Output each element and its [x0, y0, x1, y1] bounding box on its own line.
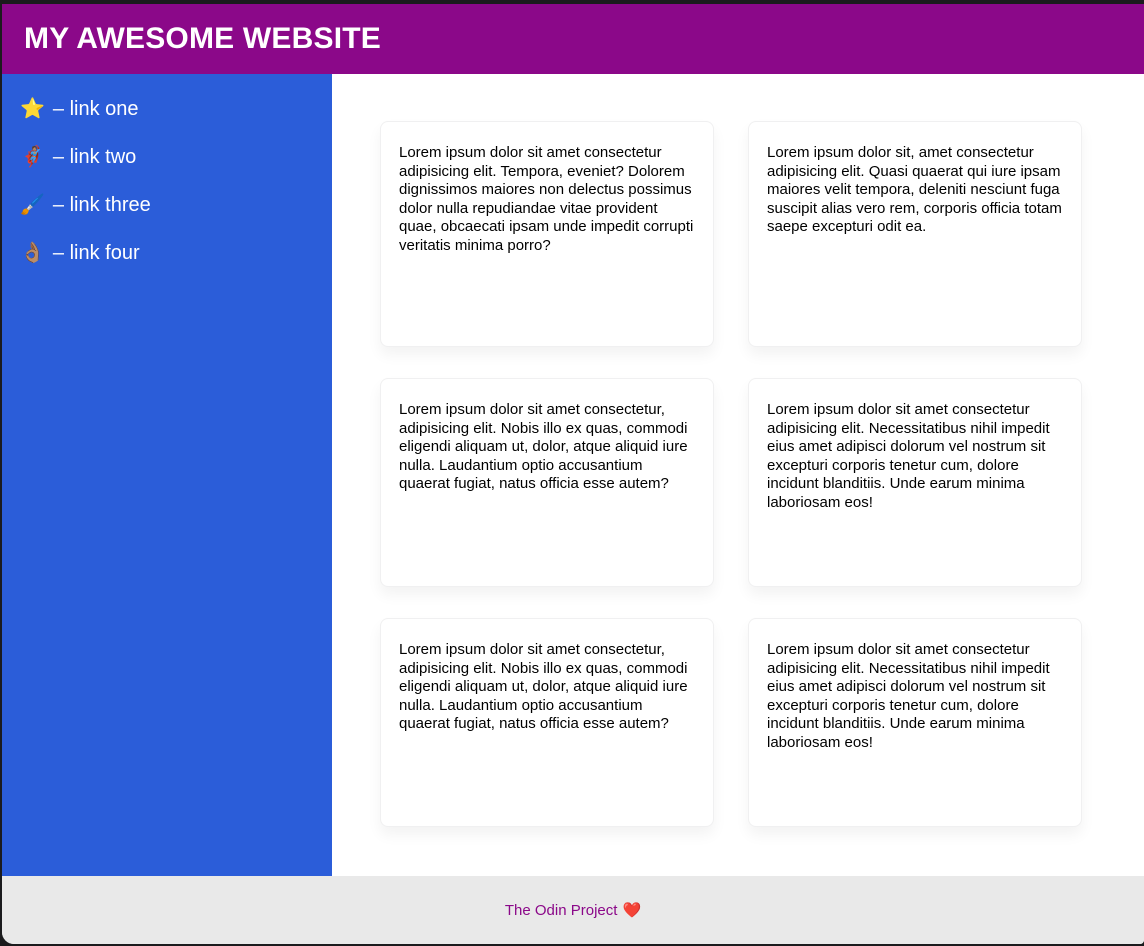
card-text: Lorem ipsum dolor sit amet consectetur, adipisicing elit. Nobis illo ex quas, commodi eligendi aliquam ut, dolor, atque aliquid iure nulla. Laudantium optio accusantium quaerat fugiat, natus officia esse autem?: [399, 641, 688, 733]
sidebar-nav: [20, 95, 322, 267]
heart-icon: ❤️: [622, 902, 642, 919]
sidebar-link-label: – link one: [52, 98, 139, 120]
card: [380, 121, 714, 347]
card: [380, 378, 714, 587]
card: [380, 618, 714, 827]
sidebar-link-one[interactable]: [20, 95, 322, 123]
star-icon: ⭐: [20, 98, 45, 120]
superhero-icon: 🦸🏽: [20, 146, 45, 168]
card-text: Lorem ipsum dolor sit amet consectetur, adipisicing elit. Nobis illo ex quas, commodi eligendi aliquam ut, dolor, atque aliquid iure nulla. Laudantium optio accusantium quaerat fugiat, natus officia esse autem?: [399, 401, 688, 493]
card: [748, 618, 1082, 827]
paintbrush-icon: 🖌️: [20, 194, 45, 216]
card: [748, 378, 1082, 587]
sidebar-link-label: – link two: [52, 146, 137, 168]
sidebar-link-three[interactable]: [20, 191, 322, 219]
site-footer: [2, 876, 1144, 944]
content-area: [2, 74, 1144, 876]
sidebar-link-label: – link four: [52, 242, 140, 264]
card-text: Lorem ipsum dolor sit amet consectetur adipisicing elit. Necessitatibus nihil impedit eius amet adipisci dolorum vel nostrum sit excepturi corporis tenetur cum, dolore incidunt blanditiis. Unde earum minima laboriosam eos!: [767, 641, 1050, 751]
sidebar-link-two[interactable]: [20, 143, 322, 171]
odin-project-link[interactable]: The Odin Project: [504, 901, 618, 919]
page-title: MY AWESOME WEBSITE: [24, 22, 381, 55]
main-content: [332, 74, 1144, 876]
sidebar-link-label: – link three: [52, 194, 151, 216]
card-grid: [380, 121, 1144, 827]
ok-hand-icon: 👌🏽: [20, 242, 45, 264]
webpage: [2, 4, 1144, 944]
card-text: Lorem ipsum dolor sit, amet consectetur adipisicing elit. Quasi quaerat qui iure ipsam maiores velit tempora, deleniti nesciunt fuga suscipit alias vero rem, corporis officia totam saepe excepturi odit ea.: [767, 144, 1062, 236]
site-header: [2, 4, 1144, 74]
card-text: Lorem ipsum dolor sit amet consectetur adipisicing elit. Necessitatibus nihil impedit eius amet adipisci dolorum vel nostrum sit excepturi corporis tenetur cum, dolore incidunt blanditiis. Unde earum minima laboriosam eos!: [767, 401, 1050, 511]
card: [748, 121, 1082, 347]
sidebar: [2, 74, 332, 876]
sidebar-link-four[interactable]: [20, 239, 322, 267]
card-text: Lorem ipsum dolor sit amet consectetur adipisicing elit. Tempora, eveniet? Dolorem dignissimos maiores non delectus possimus dolor nulla repudiandae vitae provident quae, obcaecati ipsam unde impedit corrupti veritatis minima porro?: [399, 144, 694, 254]
